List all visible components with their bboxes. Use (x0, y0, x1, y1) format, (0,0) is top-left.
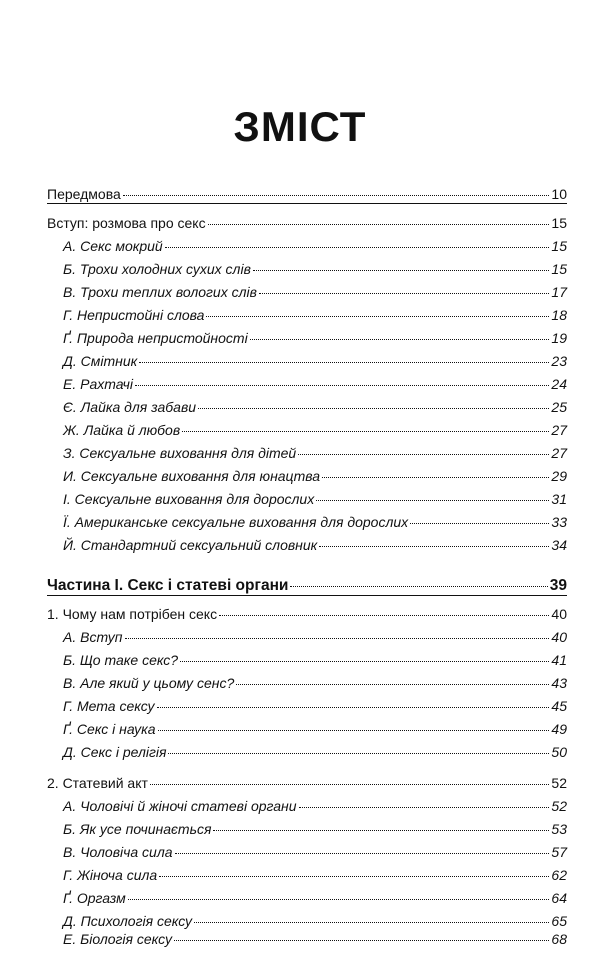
toc-subentry[interactable] (63, 867, 567, 889)
toc-subentry[interactable] (63, 491, 567, 513)
dot-leader (168, 753, 549, 754)
toc-entry-label: Ї. Американське сексуальне виховання для дорослих (63, 514, 409, 530)
dot-leader (150, 784, 550, 785)
toc-page-number: 34 (551, 537, 567, 553)
toc-entry-label: Є. Лайка для забави (63, 399, 197, 415)
toc-subentry[interactable] (63, 238, 567, 260)
entry-rule (47, 203, 567, 204)
toc-entry-label: Б. Трохи холодних сухих слів (63, 261, 251, 277)
toc-subentry[interactable] (63, 445, 567, 467)
toc-page-number: 45 (551, 698, 567, 714)
toc-page-number: 64 (551, 890, 567, 906)
toc-entry-label: Г. Мета сексу (63, 698, 155, 714)
toc-entry-label: Е. Біологія сексу (63, 931, 172, 947)
toc-entry-intro[interactable] (47, 215, 567, 237)
dot-leader (236, 684, 549, 685)
toc-entry-label: Б. Як усе починається (63, 821, 212, 837)
toc-subentry[interactable] (63, 698, 567, 720)
toc-entry-label: Д. Смітник (63, 353, 138, 369)
dot-leader (157, 707, 550, 708)
toc-entry-preface[interactable] (47, 186, 567, 208)
toc-entry-label: В. Трохи теплих вологих слів (63, 284, 257, 300)
toc-page-number: 10 (551, 186, 567, 202)
toc-entry-label: В. Чоловіча сила (63, 844, 173, 860)
toc-entry-label: Частина І. Секс і статеві органи (47, 577, 289, 594)
dot-leader (319, 546, 549, 547)
toc-entry-label: 2. Статевий акт (47, 775, 148, 791)
toc-subentry[interactable] (63, 353, 567, 375)
toc-entry-label: А. Вступ (63, 629, 123, 645)
toc-subentry[interactable] (63, 399, 567, 421)
dot-leader (158, 730, 550, 731)
toc-subentry[interactable] (63, 675, 567, 697)
dot-leader (165, 247, 550, 248)
toc-page-number: 24 (551, 376, 567, 392)
toc-entry-label: Ґ. Секс і наука (63, 721, 156, 737)
dot-leader (194, 922, 549, 923)
toc-entry-label: Вступ: розмова про секс (47, 215, 206, 231)
dot-leader (316, 500, 549, 501)
toc-page-number: 27 (551, 422, 567, 438)
toc-page-number: 39 (549, 577, 567, 594)
toc-subentry[interactable] (63, 931, 567, 953)
toc-page-number: 62 (551, 867, 567, 883)
toc-page-number: 15 (551, 238, 567, 254)
toc-page-number: 43 (551, 675, 567, 691)
toc-subentry[interactable] (63, 468, 567, 490)
toc-entry-label: Д. Секс і релігія (63, 744, 167, 760)
toc-subentry[interactable] (63, 629, 567, 651)
toc-entry-chapter[interactable] (47, 606, 567, 628)
toc-entry-label: Д. Психологія сексу (63, 913, 193, 929)
dot-leader (180, 661, 549, 662)
toc-page-number: 53 (551, 821, 567, 837)
toc-subentry[interactable] (63, 330, 567, 352)
toc-entry-label: И. Сексуальне виховання для юнацтва (63, 468, 321, 484)
toc-page-number: 49 (551, 721, 567, 737)
dot-leader (174, 940, 549, 941)
dot-leader (123, 195, 550, 196)
toc-entry-label: Ж. Лайка й любов (63, 422, 181, 438)
toc-page-number: 40 (551, 629, 567, 645)
dot-leader (135, 385, 549, 386)
dot-leader (322, 477, 549, 478)
toc-subentry[interactable] (63, 744, 567, 766)
page-title: ЗМІСТ (233, 103, 367, 150)
toc-entry-label: Б. Що таке секс? (63, 652, 179, 668)
toc-entry-label: В. Але який у цьому сенс? (63, 675, 235, 691)
dot-leader (219, 615, 549, 616)
toc-subentry[interactable] (63, 721, 567, 743)
toc-page-number: 65 (551, 913, 567, 929)
dot-leader (208, 224, 550, 225)
toc-entry-label: З. Сексуальне виховання для дітей (63, 445, 297, 461)
toc-page-number: 68 (551, 931, 567, 947)
dot-leader (175, 853, 550, 854)
toc-page-number: 18 (551, 307, 567, 323)
dot-leader (159, 876, 549, 877)
toc-entry-label: 1. Чому нам потрібен секс (47, 606, 218, 622)
dot-leader (410, 523, 549, 524)
toc-subentry[interactable] (63, 376, 567, 398)
toc-entry-label: Г. Непристойні слова (63, 307, 205, 323)
toc-entry-label: А. Чоловічі й жіночі статеві органи (63, 798, 297, 814)
toc-entry-label: Й. Стандартний сексуальний словник (63, 537, 318, 553)
dot-leader (128, 899, 550, 900)
toc-subentry[interactable] (63, 844, 567, 866)
dot-leader (125, 638, 550, 639)
toc-entry-label: Передмова (47, 186, 121, 202)
dot-leader (213, 830, 549, 831)
toc-page-number: 17 (551, 284, 567, 300)
toc-subentry[interactable] (63, 284, 567, 306)
toc-page-number: 23 (551, 353, 567, 369)
dot-leader (182, 431, 549, 432)
toc-subentry[interactable] (63, 261, 567, 283)
dot-leader (290, 586, 547, 587)
toc-entry-chapter[interactable] (47, 775, 567, 797)
toc-page-number: 31 (551, 491, 567, 507)
toc-entry-label: Е. Рахтачі (63, 376, 133, 392)
toc-page-number: 50 (551, 744, 567, 760)
toc-entry-label: Г. Жіноча сила (63, 867, 158, 883)
toc-subentry[interactable] (63, 890, 567, 912)
toc-page-number: 33 (551, 514, 567, 530)
dot-leader (250, 339, 550, 340)
dot-leader (139, 362, 549, 363)
toc-subentry[interactable] (63, 307, 567, 329)
dot-leader (259, 293, 550, 294)
toc-entry-label: Ґ. Природа непристойності (63, 330, 248, 346)
toc-page-number: 15 (551, 261, 567, 277)
toc-entry-label: Ґ. Оргазм (63, 890, 126, 906)
toc-subentry[interactable] (63, 798, 567, 820)
toc-page-number: 52 (551, 798, 567, 814)
dot-leader (206, 316, 549, 317)
toc-subentry[interactable] (63, 514, 567, 536)
toc-page-number: 25 (551, 399, 567, 415)
toc-page-number: 57 (551, 844, 567, 860)
dot-leader (198, 408, 549, 409)
toc-subentry[interactable] (63, 821, 567, 843)
entry-rule (47, 595, 567, 596)
dot-leader (253, 270, 550, 271)
toc-page-number: 41 (551, 652, 567, 668)
toc-page-number: 15 (551, 215, 567, 231)
toc-subentry[interactable] (63, 537, 567, 559)
dot-leader (298, 454, 549, 455)
toc-entry-label: І. Сексуальне виховання для дорослих (63, 491, 315, 507)
toc-entry-label: А. Секс мокрий (63, 238, 163, 254)
toc-subentry[interactable] (63, 422, 567, 444)
dot-leader (299, 807, 550, 808)
toc-page-number: 52 (551, 775, 567, 791)
toc-page-number: 19 (551, 330, 567, 346)
toc-page-number: 40 (551, 606, 567, 622)
toc-page-number: 29 (551, 468, 567, 484)
toc-page-number: 27 (551, 445, 567, 461)
toc-subentry[interactable] (63, 652, 567, 674)
